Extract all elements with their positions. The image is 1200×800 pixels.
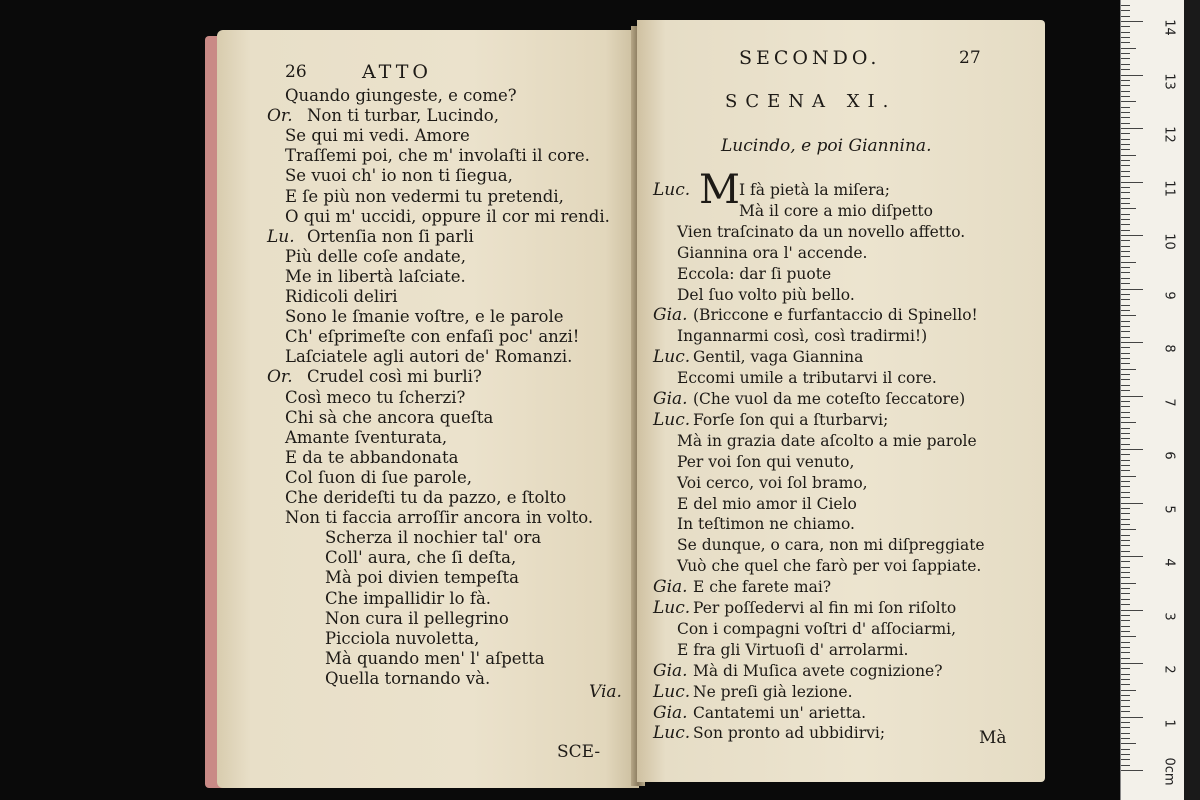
text-line: Se qui mi vedi. Amore <box>285 126 470 146</box>
ruler-number: 2 <box>1161 665 1177 674</box>
ruler-tick <box>1121 139 1130 140</box>
ruler-tick <box>1121 326 1130 327</box>
text-line: Sono le ſmanie voſtre, e le parole <box>285 307 564 327</box>
text-line: E ſe più non vedermi tu pretendi, <box>285 186 564 206</box>
ruler-tick <box>1121 615 1130 616</box>
right-catchword: Mà <box>979 728 1007 748</box>
ruler-tick <box>1121 144 1130 145</box>
ruler-tick <box>1121 219 1130 220</box>
measuring-ruler <box>1120 0 1185 800</box>
ruler-tick <box>1121 738 1130 739</box>
text-line: Non ti turbar, Lucindo, <box>307 106 499 126</box>
text-line: Cantatemi un' arietta. <box>693 703 867 722</box>
ruler-tick <box>1121 722 1130 723</box>
text-line: Mà di Muſica avete cognizione? <box>693 661 943 680</box>
speaker-label: Luc. <box>653 409 691 430</box>
ruler-unit-label: 0cm <box>1161 757 1177 786</box>
ruler-number: 13 <box>1161 72 1177 90</box>
ruler-tick <box>1121 310 1130 311</box>
ruler-tick <box>1121 315 1136 316</box>
ruler-tick <box>1121 401 1130 402</box>
ruler-tick <box>1121 53 1130 54</box>
ruler-tick <box>1121 706 1130 707</box>
text-line: E del mio amor il Cielo <box>677 494 857 513</box>
left-running-header: ATTO <box>362 61 432 83</box>
ruler-tick <box>1121 32 1130 33</box>
speaker-label: Gia. <box>653 577 688 598</box>
ruler-tick <box>1121 101 1136 102</box>
text-line: Del ſuo volto più bello. <box>677 285 855 304</box>
ruler-tick <box>1121 379 1130 380</box>
text-line: Chi sà che ancora queſta <box>285 407 494 427</box>
text-line: Ingannarmi così, così tradirmi!) <box>677 327 928 346</box>
ruler-tick <box>1121 551 1130 552</box>
text-line: Ne preſi già lezione. <box>693 682 853 701</box>
ruler-tick <box>1121 540 1130 541</box>
text-line: Amante ſventurata, <box>285 427 448 447</box>
ruler-tick <box>1121 305 1130 306</box>
text-line: Picciola nuvoletta, <box>325 628 480 648</box>
text-line: Vien traſcinato da un novello affetto. <box>677 222 966 241</box>
ruler-tick <box>1121 700 1130 701</box>
ruler-tick <box>1121 519 1130 520</box>
text-line: Eccola: dar ſi puote <box>677 264 832 283</box>
speaker-label: Gia. <box>653 702 688 723</box>
text-line: Coll' aura, che ſi deſta, <box>325 548 517 568</box>
ruler-tick <box>1121 524 1130 525</box>
left-page-number: 26 <box>285 62 307 82</box>
text-line: Son pronto ad ubbidirvi; <box>693 724 886 743</box>
ruler-tick <box>1121 647 1130 648</box>
text-line: Ortenſia non ſi parli <box>307 226 474 246</box>
ruler-tick <box>1121 128 1143 129</box>
speaker-label: Gia. <box>653 660 688 681</box>
ruler-tick <box>1121 481 1130 482</box>
ruler-tick <box>1121 497 1130 498</box>
ruler-tick <box>1121 294 1130 295</box>
ruler-number: 1 <box>1161 718 1177 728</box>
text-line: Mà in grazia date aſcolto a mie parole <box>677 431 977 450</box>
ruler-tick <box>1121 749 1130 750</box>
ruler-tick <box>1121 182 1143 183</box>
ruler-tick <box>1121 85 1130 86</box>
ruler-tick <box>1121 246 1130 247</box>
text-line: Eccomi umile a tributarvi il core. <box>677 369 937 388</box>
ruler-tick <box>1121 160 1130 161</box>
ruler-tick <box>1121 133 1130 134</box>
ruler-tick <box>1121 545 1130 546</box>
ruler-tick <box>1121 251 1130 252</box>
text-line: Forſe ſon qui a ſturbarvi; <box>693 410 889 429</box>
text-line: In teſtimon ne chiamo. <box>677 515 855 534</box>
ruler-number: 4 <box>1161 558 1177 567</box>
right-page <box>637 20 1045 782</box>
ruler-tick <box>1121 604 1130 605</box>
ruler-tick <box>1121 385 1130 386</box>
text-line: Per voi ſon qui venuto, <box>677 452 855 471</box>
ruler-tick <box>1121 470 1130 471</box>
text-line: Me in libertà laſciate. <box>285 266 466 286</box>
ruler-tick <box>1121 37 1130 38</box>
ruler-tick <box>1121 492 1130 493</box>
ruler-tick <box>1121 695 1130 696</box>
text-line: Col ſuon di ſue parole, <box>285 467 472 487</box>
ruler-tick <box>1121 149 1130 150</box>
text-line: Laſciatele agli autori de' Romanzi. <box>285 347 573 367</box>
ruler-tick <box>1121 203 1130 204</box>
ruler-tick <box>1121 433 1130 434</box>
ruler-tick <box>1121 283 1130 284</box>
text-line: Crudel così mi burli? <box>307 367 482 387</box>
ruler-number: 5 <box>1161 504 1177 514</box>
ruler-tick <box>1121 759 1130 760</box>
ruler-tick <box>1121 733 1130 734</box>
ruler-tick <box>1121 583 1136 584</box>
text-line: O qui m' uccidi, oppure il cor mi rendi. <box>285 206 610 226</box>
ruler-tick <box>1121 727 1130 728</box>
ruler-number: 12 <box>1161 126 1177 143</box>
ruler-tick <box>1121 679 1130 680</box>
ruler-tick <box>1121 240 1130 241</box>
ruler-tick <box>1121 347 1130 348</box>
ruler-tick <box>1121 508 1130 509</box>
left-catchword: SCE- <box>557 742 601 762</box>
text-line: Che derideſti tu da pazzo, e ſtolto <box>285 488 567 507</box>
text-line: Quella tornando và. <box>325 668 491 688</box>
speaker-label: Luc. <box>653 723 691 744</box>
ruler-tick <box>1121 369 1136 370</box>
ruler-tick <box>1121 192 1130 193</box>
text-line: Quando giungeste, e come? <box>285 86 517 105</box>
text-line: Non cura il pellegrino <box>325 608 509 628</box>
ruler-tick <box>1121 529 1136 530</box>
ruler-tick <box>1121 503 1143 504</box>
text-line: E da te abbandonata <box>285 447 459 467</box>
ruler-number: 10 <box>1161 233 1177 250</box>
ruler-tick <box>1121 610 1143 611</box>
ruler-tick <box>1121 230 1130 231</box>
text-line: Così meco tu ſcherzi? <box>285 387 466 407</box>
ruler-tick <box>1121 599 1130 600</box>
ruler-tick <box>1121 42 1130 43</box>
ruler-tick <box>1121 390 1130 391</box>
ruler-tick <box>1121 176 1130 177</box>
text-line: (Briccone e furfantaccio di Spinello! <box>693 306 978 325</box>
ruler-tick <box>1121 642 1130 643</box>
speaker-label: Gia. <box>653 389 688 409</box>
ruler-tick <box>1121 289 1143 290</box>
ruler-tick <box>1121 717 1143 718</box>
ruler-number: 8 <box>1161 344 1177 353</box>
ruler-tick <box>1121 690 1136 691</box>
ruler-tick <box>1121 658 1130 659</box>
speaker-label: Luc. <box>653 598 691 618</box>
ruler-tick <box>1121 711 1130 712</box>
ruler-tick <box>1121 454 1130 455</box>
ruler-tick <box>1121 208 1136 209</box>
text-line: E che farete mai? <box>693 578 832 597</box>
text-line: (Che vuol da me coteſto ſeccatore) <box>693 390 966 408</box>
ruler-tick <box>1121 91 1130 92</box>
text-line: Ridicoli deliri <box>285 287 398 306</box>
exit-cue: Via. <box>589 682 622 702</box>
ruler-tick <box>1121 556 1143 557</box>
text-line: Voi cerco, voi ſol bramo, <box>677 473 868 492</box>
ruler-tick <box>1121 567 1130 568</box>
ruler-tick <box>1121 438 1130 439</box>
ruler-tick <box>1121 299 1130 300</box>
text-line: Traſſemi poi, che m' involaſti il core. <box>285 146 590 166</box>
ruler-tick <box>1121 363 1130 364</box>
ruler-tick <box>1121 21 1143 22</box>
text-line: Se vuoi ch' io non ti ſiegua, <box>285 166 513 186</box>
ruler-tick <box>1121 75 1143 76</box>
drop-cap: M <box>699 167 740 213</box>
ruler-tick <box>1121 417 1130 418</box>
speaker-label: Luc. <box>653 681 691 702</box>
scene-title: SCENA XI. <box>725 91 897 112</box>
ruler-tick <box>1121 422 1136 423</box>
ruler-tick <box>1121 668 1130 669</box>
speaker-label: Luc. <box>653 180 691 200</box>
ruler-tick <box>1121 535 1130 536</box>
text-line: Se dunque, o cara, non mi diſpreggiate <box>677 536 985 555</box>
speaker-label: Or. <box>267 106 293 127</box>
text-line: E fra gli Virtuoſi d' arrolarmi. <box>677 640 909 659</box>
ruler-tick <box>1121 577 1130 578</box>
ruler-number: 3 <box>1161 611 1177 621</box>
ruler-tick <box>1121 428 1130 429</box>
ruler-tick <box>1121 374 1130 375</box>
ruler-number: 6 <box>1161 451 1177 460</box>
ruler-tick <box>1121 48 1136 49</box>
text-line: Che impallidir lo fà. <box>325 588 492 608</box>
ruler-tick <box>1121 444 1130 445</box>
text-line: Gentil, vaga Giannina <box>693 348 864 367</box>
ruler-tick <box>1121 561 1130 562</box>
ruler-tick <box>1121 572 1130 573</box>
text-line: Più delle coſe andate, <box>285 246 466 266</box>
ruler-tick <box>1121 58 1130 59</box>
ruler-tick <box>1121 465 1130 466</box>
ruler-tick <box>1121 412 1130 413</box>
ruler-tick <box>1121 117 1130 118</box>
ruler-tick <box>1121 198 1130 199</box>
ruler-tick <box>1121 353 1130 354</box>
ruler-tick <box>1121 636 1136 637</box>
ruler-edge <box>1184 0 1200 800</box>
ruler-tick <box>1121 165 1130 166</box>
text-line: Per poſſedervi al fin mi ſon riſolto <box>693 599 957 617</box>
right-running-header: SECONDO. <box>739 47 881 69</box>
ruler-tick <box>1121 171 1130 172</box>
ruler-tick <box>1121 267 1130 268</box>
ruler-number: 9 <box>1161 290 1177 300</box>
ruler-tick <box>1121 272 1130 273</box>
ruler-tick <box>1121 486 1130 487</box>
speaker-label: Luc. <box>653 347 691 368</box>
ruler-tick <box>1121 765 1130 766</box>
speaker-label: Or. <box>267 367 293 388</box>
text-line: Mà poi divien tempeſta <box>325 568 520 588</box>
ruler-tick <box>1121 449 1143 450</box>
ruler-tick <box>1121 107 1130 108</box>
ruler-tick <box>1121 155 1136 156</box>
ruler-tick <box>1121 96 1130 97</box>
ruler-tick <box>1121 321 1130 322</box>
text-line: Con i compagni voſtri d' aſſociarmi, <box>677 619 957 638</box>
open-book <box>205 14 1055 784</box>
ruler-tick <box>1121 16 1130 17</box>
ruler-tick <box>1121 235 1143 236</box>
ruler-tick <box>1121 262 1136 263</box>
ruler-tick <box>1121 342 1143 343</box>
ruler-tick <box>1121 396 1143 397</box>
text-line: Non ti faccia arroſſir ancora in volto. <box>285 508 594 528</box>
ruler-tick <box>1121 10 1130 11</box>
text-line: Mà quando men' l' aſpetta <box>325 648 545 668</box>
right-page-number: 27 <box>959 48 981 68</box>
ruler-number: 14 <box>1161 19 1177 36</box>
ruler-tick <box>1121 513 1130 514</box>
ruler-tick <box>1121 224 1130 225</box>
ruler-number: 7 <box>1161 397 1177 407</box>
ruler-tick <box>1121 626 1130 627</box>
scene-characters: Lucindo, e poi Giannina. <box>721 136 932 156</box>
ruler-tick <box>1121 770 1143 771</box>
text-line: Vuò che quel che farò per voi ſappiate. <box>677 557 982 576</box>
ruler-tick <box>1121 214 1130 215</box>
ruler-tick <box>1121 331 1130 332</box>
ruler-tick <box>1121 620 1130 621</box>
text-line: Giannina ora l' accende. <box>677 243 868 262</box>
ruler-tick <box>1121 743 1136 744</box>
ruler-tick <box>1121 652 1130 653</box>
ruler-tick <box>1121 5 1130 6</box>
ruler-tick <box>1121 80 1130 81</box>
text-line: Mà il core a mio diſpetto <box>739 201 933 220</box>
ruler-tick <box>1121 663 1143 664</box>
ruler-tick <box>1121 112 1130 113</box>
ruler-tick <box>1121 337 1130 338</box>
ruler-tick <box>1121 187 1130 188</box>
ruler-tick <box>1121 631 1130 632</box>
left-page <box>217 30 639 788</box>
text-line: Ch' eſprimeſte con enfaſi poc' anzi! <box>285 327 580 347</box>
ruler-tick <box>1121 588 1130 589</box>
ruler-tick <box>1121 278 1130 279</box>
ruler-tick <box>1121 754 1130 755</box>
speaker-label: Gia. <box>653 305 688 326</box>
ruler-tick <box>1121 69 1130 70</box>
ruler-tick <box>1121 123 1130 124</box>
text-line: Scherza il nochier tal' ora <box>325 528 542 548</box>
ruler-number: 11 <box>1161 179 1177 197</box>
ruler-tick <box>1121 26 1130 27</box>
speaker-label: Lu. <box>267 226 295 247</box>
ruler-tick <box>1121 64 1130 65</box>
ruler-tick <box>1121 406 1130 407</box>
ruler-tick <box>1121 593 1130 594</box>
ruler-tick <box>1121 358 1130 359</box>
ruler-tick <box>1121 476 1136 477</box>
text-line: I fà pietà la miſera; <box>739 181 890 199</box>
ruler-tick <box>1121 460 1130 461</box>
ruler-tick <box>1121 674 1130 675</box>
ruler-tick <box>1121 684 1130 685</box>
ruler-tick <box>1121 256 1130 257</box>
